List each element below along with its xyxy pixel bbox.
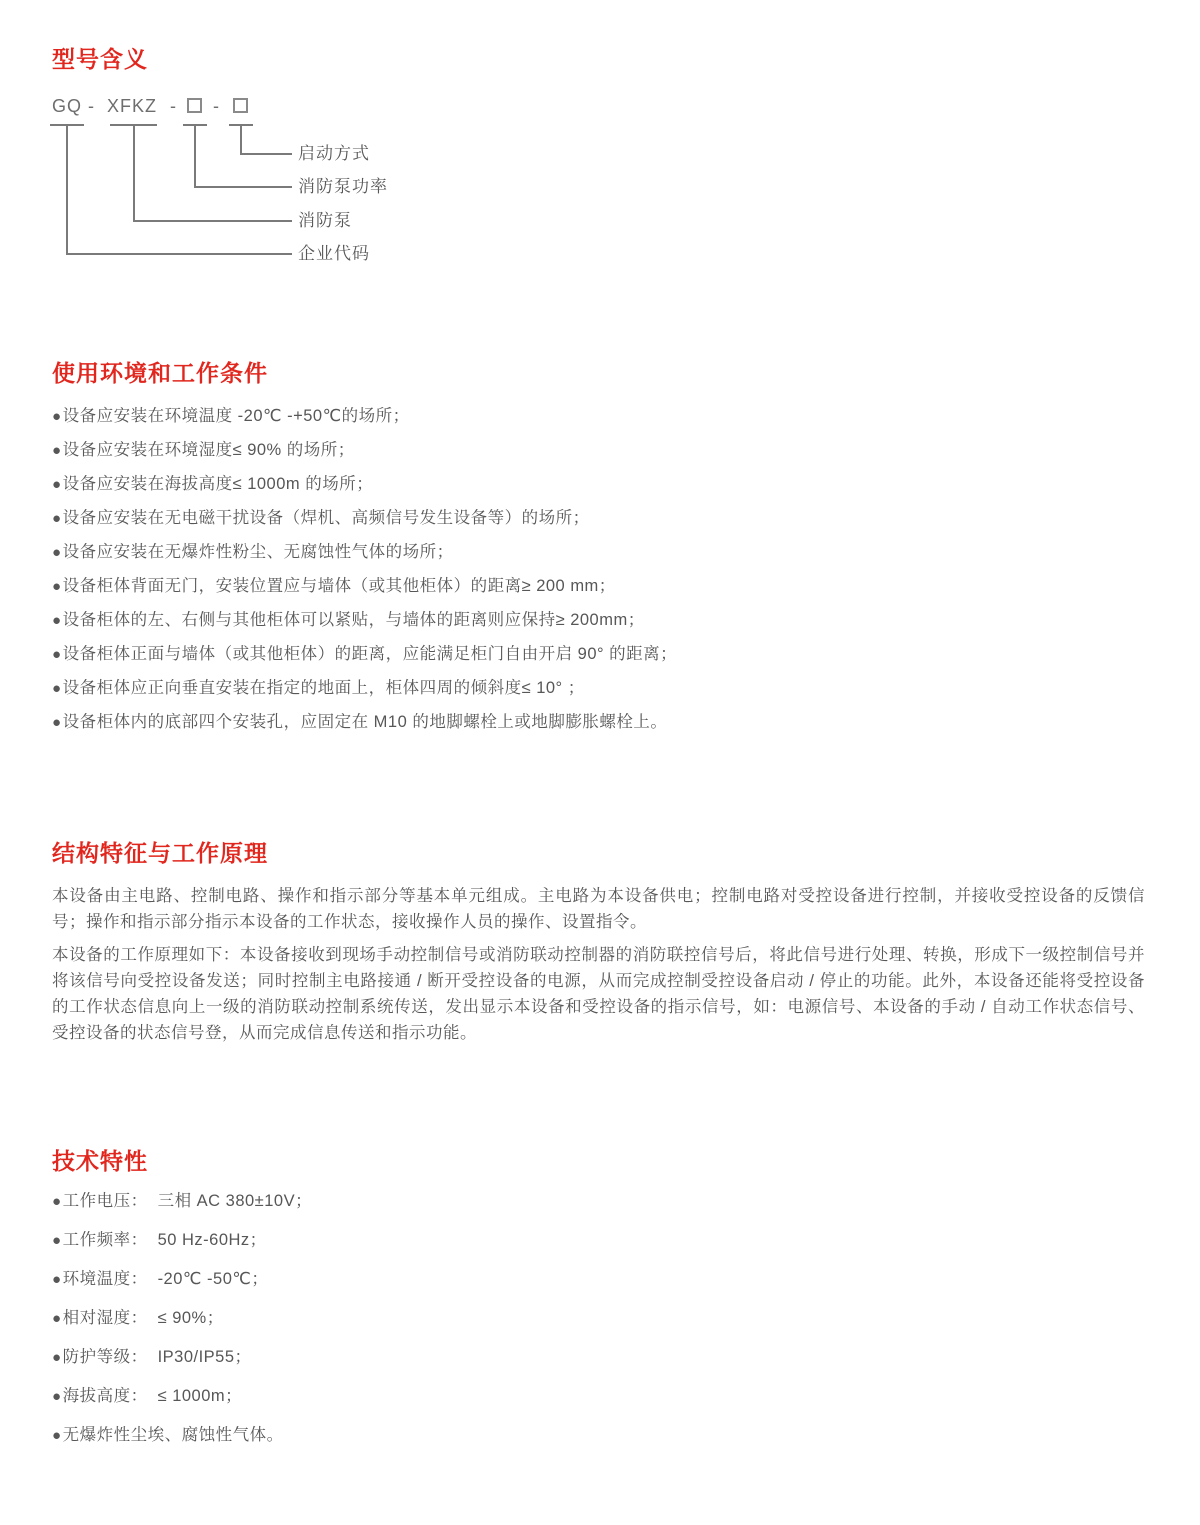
bullet-icon: ●: [52, 1427, 62, 1444]
tech-label: 工作频率：: [62, 1231, 148, 1249]
tech-value: IP30/IP55；: [157, 1348, 252, 1366]
env-bullet-text: 设备柜体背面无门，安装位置应与墙体（或其他柜体）的距离≥ 200 mm；: [62, 577, 616, 595]
tech-bullet-item: [52, 1268, 1145, 1291]
tech-label: 环境温度：: [62, 1270, 148, 1288]
tech-bullet-item: [52, 1229, 1145, 1252]
drop-line-box-2: [240, 124, 242, 155]
tech-value: ≤ 1000m；: [157, 1387, 243, 1405]
structure-paragraph-1: 本设备由主电路、控制电路、操作和指示部分等基本单元组成。主电路为本设备供电；控制电路对受控设备进行控制，并接收受控设备的反馈信号；操作和指示部分指示本设备的工作状态，接收操作人员的操作、设置指令。: [52, 887, 1145, 931]
leader-line-company-code: [66, 253, 292, 255]
tech-label: 防护等级：: [62, 1348, 148, 1366]
env-bullet-text: 设备柜体正面与墙体（或其他柜体）的距离，应能满足柜门自由开启 90° 的距离；: [62, 645, 678, 663]
tech-value: 三相 AC 380±10V；: [157, 1192, 313, 1210]
bullet-icon: ●: [52, 1310, 62, 1327]
env-bullet-item: [52, 507, 1145, 530]
env-bullet-text: 设备应安装在无爆炸性粉尘、无腐蚀性气体的场所；: [62, 543, 454, 561]
model-label-pump-power: 消防泵功率: [298, 177, 388, 196]
tech-bullet-item: [52, 1190, 1145, 1213]
tech-label: 无爆炸性尘埃、腐蚀性气体。: [62, 1426, 284, 1444]
env-bullet-item: [52, 609, 1145, 632]
bullet-icon: ●: [52, 1271, 62, 1288]
bullet-icon: ●: [52, 714, 62, 731]
tech-value: ≤ 90%；: [157, 1309, 224, 1327]
environment-bullet-list: [52, 405, 1145, 734]
bullet-icon: ●: [52, 476, 62, 493]
env-bullet-item: [52, 473, 1145, 496]
drop-line-box-1: [194, 124, 196, 188]
model-label-start-mode: 启动方式: [298, 144, 370, 163]
model-section-heading: 型号含义: [52, 46, 148, 72]
tech-bullet-item: [52, 1307, 1145, 1330]
tech-bullet-list: [52, 1190, 1145, 1447]
env-bullet-item: [52, 643, 1145, 666]
leader-line-fire-pump: [133, 220, 292, 222]
model-code-dash-2: -: [170, 96, 177, 116]
env-bullet-item: [52, 711, 1145, 734]
tech-bullet-item: [52, 1424, 1145, 1447]
bullet-icon: ●: [52, 408, 62, 425]
tech-label: 工作电压：: [62, 1192, 148, 1210]
leader-line-start-mode: [240, 153, 292, 155]
model-label-company-code: 企业代码: [298, 244, 370, 263]
env-bullet-item: [52, 405, 1145, 428]
model-placeholder-box-1: [187, 98, 202, 113]
structure-section-heading: 结构特征与工作原理: [52, 840, 268, 866]
env-bullet-item: [52, 575, 1145, 598]
model-code-main: XFKZ: [107, 96, 158, 116]
tech-label: 相对湿度：: [62, 1309, 148, 1327]
tech-bullet-item: [52, 1385, 1145, 1408]
bullet-icon: ●: [52, 680, 62, 697]
env-bullet-text: 设备柜体的左、右侧与其他柜体可以紧贴，与墙体的距离则应保持≥ 200mm；: [62, 611, 645, 629]
env-bullet-text: 设备柜体内的底部四个安装孔，应固定在 M10 的地脚螺栓上或地脚膨胀螺栓上。: [62, 713, 668, 731]
tech-value: 50 Hz-60Hz；: [157, 1231, 267, 1249]
drop-line-main: [133, 124, 135, 222]
env-bullet-text: 设备应安装在无电磁干扰设备（焊机、高频信号发生设备等）的场所；: [62, 509, 590, 527]
bullet-icon: ●: [52, 544, 62, 561]
tech-section-heading: 技术特性: [52, 1148, 148, 1174]
env-bullet-text: 设备应安装在环境温度 -20℃ -+50℃的场所；: [62, 407, 410, 425]
structure-paragraph-2: 本设备的工作原理如下：本设备接收到现场手动控制信号或消防联动控制器的消防联控信号后，将此信号进行处理、转换，形成下一级控制信号并将该信号向受控设备发送；同时控制主电路接通 / 断开受控设备的电源，从而完成控制受控设备启动 / 停止的功能。此外，本设备还能将受控设备的工作状态信息向上一级的消防联动控制系统传送，发出显示本设备和受控设备的指示信号，如：电源信号、本设备的手动 / 自动工作状态信号、受控设备的状态信号登，从而完成信息传送和指示功能。: [52, 946, 1145, 1042]
model-code-diagram: [52, 96, 1145, 268]
bullet-icon: ●: [52, 510, 62, 527]
env-bullet-text: 设备应安装在环境湿度≤ 90% 的场所；: [62, 441, 355, 459]
bullet-icon: ●: [52, 1232, 62, 1249]
bullet-icon: ●: [52, 1193, 62, 1210]
bullet-icon: ●: [52, 612, 62, 629]
bullet-icon: ●: [52, 578, 62, 595]
model-code-prefix: GQ: [52, 96, 83, 116]
bullet-icon: ●: [52, 442, 62, 459]
drop-line-prefix: [66, 124, 68, 255]
env-bullet-text: 设备应安装在海拔高度≤ 1000m 的场所；: [62, 475, 374, 493]
model-code-dash-3: -: [213, 96, 220, 116]
model-label-fire-pump: 消防泵: [298, 211, 352, 230]
tech-label: 海拔高度：: [62, 1387, 148, 1405]
bullet-icon: ●: [52, 1388, 62, 1405]
leader-line-pump-power: [194, 186, 292, 188]
env-bullet-item: [52, 541, 1145, 564]
bullet-icon: ●: [52, 1349, 62, 1366]
model-code-dash-1: -: [88, 96, 95, 116]
bullet-icon: ●: [52, 646, 62, 663]
document-page: [0, 44, 1200, 1447]
tech-bullet-item: [52, 1346, 1145, 1369]
tech-value: -20℃ -50℃；: [157, 1270, 269, 1288]
env-bullet-item: [52, 677, 1145, 700]
env-bullet-item: [52, 439, 1145, 462]
model-placeholder-box-2: [233, 98, 248, 113]
environment-section-heading: 使用环境和工作条件: [52, 360, 268, 386]
env-bullet-text: 设备柜体应正向垂直安装在指定的地面上，柜体四周的倾斜度≤ 10° ；: [62, 679, 585, 697]
